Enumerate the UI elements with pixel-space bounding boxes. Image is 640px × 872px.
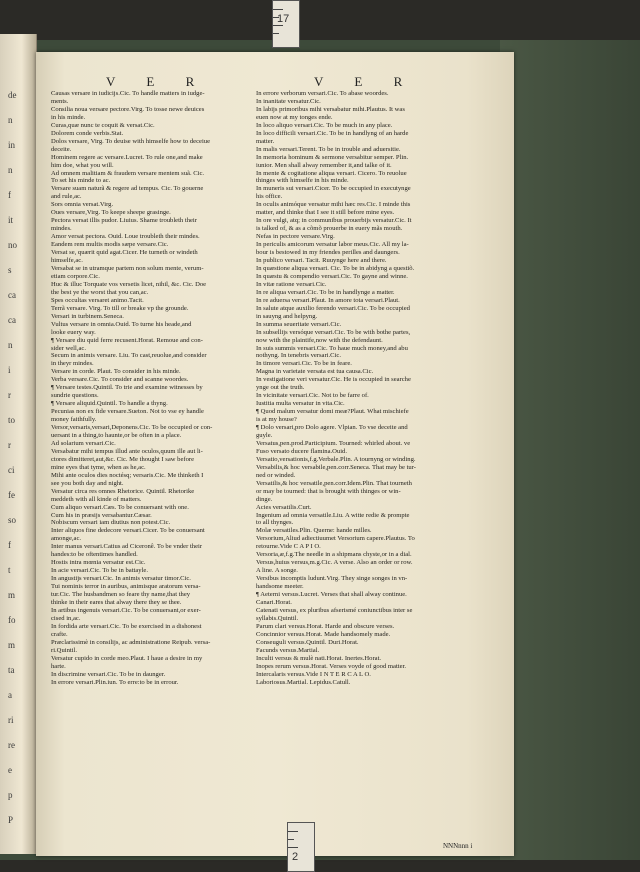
text-line: Cum aliquo versari.Cæs. To be conuersant with one. (51, 503, 189, 511)
text-line: Versat se, quærit quid agat.Cicer. He turneth or windeth (51, 249, 198, 257)
text-line: In muneris sui versari.Cicer. To be occupied in executynge (256, 185, 411, 193)
text-line: tur.Cic. The husbandmen so feare thy name,that they (51, 591, 191, 599)
ruler-bottom-label: 2 (292, 851, 299, 863)
text-line: ¶ Quod malum versatur domi meæ?Plaut. What mischiefe (256, 408, 409, 416)
text-line: Inter manus versari.Catius ad Ciceronê. To be vnder their (51, 543, 203, 551)
text-line: Dolos versare, Virg. To deuise with himselfe how to deceiue (51, 137, 211, 145)
text-line: and rule,ac. (51, 193, 82, 201)
left-page-fragment: i (8, 365, 11, 375)
text-line: Versatur circa res omnes Rhetorice. Quintil. Rhetorike (51, 487, 195, 495)
text-line: In vicinitate versari.Cic. Not to be farre of. (256, 392, 369, 400)
text-line: Oues versare,Virg. To keepe sheepe grasinge. (51, 209, 171, 217)
text-line: Terrã versare. Virg. To till or breake vp the grounde. (51, 304, 189, 312)
text-line: nothyng. In tenebris versari.Cic. (256, 352, 341, 360)
text-line: In vestigatione veri versatur.Cic. He is occupied in searche (256, 376, 411, 384)
text-line: Spes occultas versaret animo.Tacit. (51, 296, 144, 304)
left-page-fragment: f (8, 540, 11, 550)
text-line: Inculti versus & mulè nati.Horat. Inertes.Horat. (256, 654, 382, 662)
text-line: Conseuguli versus.Quintil. Duri.Horat. (256, 638, 359, 646)
text-line: In inanitate versatur.Cic. (256, 97, 321, 105)
text-line: ments. (51, 97, 69, 105)
text-line: dinge. (256, 495, 273, 503)
left-page-edge (0, 34, 37, 854)
text-line: Inopes rerum versus.Horat. Verses voyde of good matter. (256, 662, 407, 670)
text-line: In publico versari. Tacit. Ruuynge here and there. (256, 257, 387, 265)
left-page-fragment: ca (8, 315, 16, 325)
text-line: iunior. Men shall alway remember it,and talke of it. (256, 161, 392, 169)
text-line: In loco difficili versari.Cic. To be in handlyng of an harde (256, 129, 409, 137)
text-line: ¶ Versare aliquid.Quintil. To handle a thyng. (51, 400, 168, 408)
text-line: Tui nominis terror in auribus, animisque aratorum versa- (51, 583, 201, 591)
text-line: crafte. (51, 630, 68, 638)
text-line: Versatilis,& hoc versatile,pen.corr.Idem.Plin. That tourneth (256, 479, 412, 487)
text-line: Versatus,pen.prod.Participium. Tourned: whirled about. ve (256, 439, 411, 447)
text-line: Intercalaris versus.Vide I N T E R C A L O. (256, 670, 371, 678)
cloth-background-right (500, 40, 640, 860)
text-line: Ad omnem malitiam & fraudem versare mentem suã. Cic. (51, 169, 205, 177)
ruler-top-label: 17 (277, 13, 290, 25)
text-line: Versorium,Aliud adiectiuumet Versorium capere.Plautus. To (256, 535, 415, 543)
left-page-fragment: ca (8, 290, 16, 300)
text-line: Versare suam naturã & regere ad tempus. Cic. To gouerne (51, 185, 204, 193)
text-line: In salute atque auxilio ferendo versari.Cic. To be occupied (256, 304, 410, 312)
text-line: To set his minde to ac. (51, 177, 111, 185)
text-line: In vitæ ratione versari.Cic. (256, 280, 327, 288)
book-page (36, 52, 514, 856)
text-line: mine eyes that tyme, when as he,ac. (51, 463, 146, 471)
left-page-fragment: e (8, 765, 12, 775)
left-page-fragment: ri (8, 715, 14, 725)
text-line: in theyr mindes. (51, 360, 94, 368)
text-line: see you both day and night. (51, 479, 124, 487)
text-line: In oculis animóque versatur mihi hæc res.Cic. I minde this (256, 201, 411, 209)
text-line: Versatio,versationis,f.g.Verbale.Plin. A tournyng or winding. (256, 455, 416, 463)
left-page-fragment: s (8, 265, 12, 275)
text-line: Laboriosus.Martial. Lepidus.Catull. (256, 678, 351, 686)
text-line: In periculis amicorum versatur labor meus.Cic. All my la- (256, 241, 409, 249)
text-line: In re aduersa versari.Plaut. In amore tota versari.Plaut. (256, 296, 400, 304)
text-line: Hominem regere ac versare.Lucret. To rule one,and make (51, 153, 203, 161)
text-line: Huc & illuc Torquate vos versetis licet, nihil, &c. Cic. Doe (51, 280, 207, 288)
text-line: In memoria hominum & sermone versabitur semper. Plin. (256, 153, 409, 161)
text-line: Causas versare in iudicijs.Cic. To handle matters in iudge- (51, 90, 205, 97)
left-page-fragment: f (8, 190, 11, 200)
text-line: Ad solarium versari.Cic. (51, 439, 116, 447)
left-page-fragment: so (8, 515, 17, 525)
text-line: is at my house? (256, 416, 297, 424)
text-line: In summa seueritate versari.Cic. (256, 320, 342, 328)
text-line: In errore verborum versari.Cic. To abase woordes. (256, 90, 389, 97)
text-line: Canari.Horat. (256, 599, 292, 606)
text-line: money faithfully. (51, 416, 97, 424)
text-line: harte. (51, 662, 66, 670)
text-line: uersant in a thing,to haunte,or be often in a place. (51, 431, 182, 439)
text-line: In loco aliquo versari.Cic. To be much in any place. (256, 121, 393, 129)
text-line: In fordida arte versari.Cic. To be exercised in a dishonest (51, 622, 202, 630)
text-line: Catenati versus, ex pluribus afserismé coniunctibus inter se (256, 606, 413, 614)
text-line: syllabis.Quintil. (256, 614, 299, 622)
signature-mark: NNNnnn i (443, 842, 473, 850)
text-line: In timore versari.Cic. To be in feare. (256, 360, 352, 368)
left-page-fragment: P (8, 815, 14, 825)
left-page-fragment: r (8, 390, 11, 400)
text-line: looke euery way. (51, 328, 96, 336)
text-line: Vultus versare in omnia.Ouid. To turne his heade,and (51, 320, 192, 328)
scale-ruler-top (272, 0, 300, 48)
right-text-column (256, 90, 470, 686)
text-line: is talked of, & as a cõmõ prouerbe in euery mãs mouth. (256, 225, 403, 233)
text-line: Versabilis,& hoc versabile,pen.corr.Seneca. That may be tur- (256, 463, 416, 471)
text-line: Concinnior versus.Horat. Made handsomely made. (256, 630, 391, 638)
text-line: A line. A songe. (256, 567, 298, 575)
text-line: In malis versari.Terent. To be in trouble and aduersitie. (256, 145, 401, 153)
text-line: Nobiscum versari iam diutius non potest.Cic. (51, 519, 171, 527)
text-line: Versatur cupido in corde meo.Plaut. I haue a desire in my (51, 654, 203, 662)
text-line: Molæ versatiles.Plin. Querne: hande milles. (256, 527, 372, 535)
left-page-fragment: de (8, 90, 17, 100)
text-line: ynge out the truth. (256, 384, 305, 392)
text-line: In angustijs versari.Cic. In animis versatur timor.Cic. (51, 575, 191, 583)
text-line: Versoria,æ,f.g.The needle in a shipmans chyste,or in a dial. (256, 551, 412, 559)
text-line: Acies versatilis.Curt. (256, 503, 312, 511)
text-line: Nefas in pectore versare.Virg. (256, 233, 335, 241)
text-line: Parum clari versus.Horat. Harde and obscure verses. (256, 622, 395, 630)
text-line: In ore vulgi, atq; in communibus prouerbijs versatur.Cic. It (256, 217, 412, 225)
text-line: amonge,ac. (51, 535, 82, 543)
left-page-fragment: fe (8, 490, 15, 500)
text-line: Eandem rem multis modis sæpe versare.Cic. (51, 241, 169, 249)
text-line: or may be tourned: that is brought with thinges or win- (256, 487, 401, 495)
text-line: In suis summis versari.Cic. To haue much money,and abu (256, 344, 408, 352)
text-line: Versari in turbinem.Seneca. (51, 312, 124, 320)
text-line: in sauyng and helpyng. (256, 312, 318, 320)
text-line: ¶ Versare diu quid ferre recusent.Horat. Remoue and con- (51, 336, 203, 344)
left-page-fragment: it (8, 215, 14, 225)
text-line: in his minde. (51, 113, 86, 121)
left-page-fragment: to (8, 415, 16, 425)
text-line: matter. (256, 137, 275, 145)
left-page-fragment: fo (8, 615, 16, 625)
text-line: Versor,versaris,versari,Deponens.Cic. To be occupied or con- (51, 424, 213, 432)
running-head-left: V E R (106, 74, 209, 89)
text-line: Consilia noua versare pectore.Virg. To tosse newe deuices (51, 105, 205, 113)
text-line: In artibus ingenuis versari.Cic. To be conuersant,or exer- (51, 606, 201, 614)
text-line: In acie versari.Cic. To be in battayle. (51, 567, 149, 575)
text-line: Fuso versato ducere flamina.Ouid. (256, 447, 348, 455)
text-line: Pectora versat illis pudor. Liuius. Shame troubleth their (51, 217, 197, 225)
text-line: Verba versare.Cic. To consider and scanne woordes. (51, 376, 189, 384)
left-page-fragment: ci (8, 465, 15, 475)
text-line: Inter aliquos fine dedecore versari.Cicer. To be conuersant (51, 527, 205, 535)
text-line: him doe, what you will. (51, 161, 114, 169)
text-line: In quæstu & compendio versari.Cic. To gayne and winne. (256, 272, 408, 280)
text-line: ri.Quintil. (51, 646, 78, 654)
left-page-fragment: m (8, 590, 16, 600)
text-line: handes:to be oftentimes handled. (51, 551, 138, 559)
text-line: Magna in varietate versata est tua causa.Cic. (256, 368, 374, 376)
text-line: handsome meeter. (256, 583, 304, 591)
text-line: retourne.Vide C A P I O. (256, 543, 321, 551)
text-line: In discrimine versari.Cic. To be in daunger. (51, 670, 166, 678)
text-line: Mihi ante oculos dies noctésq; versaris.Cic. Me thinketh I (51, 471, 204, 479)
left-page-fragment: n (8, 115, 13, 125)
text-line: Amor versat pectora. Ouid. Loue troubleth their mindes. (51, 233, 200, 241)
text-line: Versabat se in utramque partem non solum mente, verum- (51, 264, 204, 272)
text-line: ¶ Aeterni versus.Lucret. Verses that shall alway continue. (256, 591, 407, 599)
text-line: sundrie questions. (51, 392, 99, 400)
text-line: In subsellijs versóque versari.Cic. To be with bothe partes, (256, 328, 411, 336)
text-line: Versibus incomptis ludunt.Virg. They singe songes in vn- (256, 575, 408, 583)
text-line: sider well,ac. (51, 344, 86, 352)
text-line: ned or winded. (256, 471, 296, 479)
left-page-fragment: n (8, 165, 13, 175)
left-page-fragment: r (8, 440, 11, 450)
left-page-fragment: a (8, 690, 12, 700)
text-line: Versabatur mihi tempus illud ante oculos,quum ille aut li- (51, 447, 203, 455)
text-line: Præclarissimè in consilijs, ac administratione Reipub. versa- (51, 638, 211, 646)
text-line: Sors omnia versat.Virg. (51, 201, 114, 209)
text-line: euen now at my tonges ende. (256, 113, 333, 121)
text-line: cised in,ac. (51, 614, 81, 622)
text-line: Curas,quæ nunc te coquit & versat.Cic. (51, 121, 155, 129)
left-text-column (51, 90, 261, 686)
text-line: In mente & cogitatione aliqua versari. Cicero. To reuolue (256, 169, 407, 177)
left-page-fragment: p (8, 790, 13, 800)
text-line: mindes. (51, 225, 72, 233)
left-page-fragment: n (8, 340, 13, 350)
text-line: his office. (256, 193, 283, 201)
text-line: to all thynges. (256, 519, 294, 527)
text-line: In re aliqua versari.Cic. To be in handlynge a matter. (256, 288, 395, 296)
text-line: In errore versari.Plin.iun. To erre:to be in errour. (51, 678, 179, 686)
text-line: ¶ Dolo versari,pro Dolo agere. Vlpian. To vse deceite and (256, 424, 408, 432)
text-line: thinke in their eares that alway there they se thee. (51, 599, 182, 606)
left-page-fragment: m (8, 640, 16, 650)
scale-ruler-bottom (287, 822, 315, 872)
text-line: guyle. (256, 431, 273, 439)
text-line: bour is bestowed in my friendes perilles and daungers. (256, 249, 400, 257)
text-line: Versus,huius versus,m.g.Cic. A verse. Also an order or row. (256, 559, 413, 567)
text-line: In quæstione aliqua versari. Cic. To be in abidyng a questiõ. (256, 264, 415, 272)
text-line: deceite. (51, 145, 72, 153)
text-line: Iustitia multa versatur in vita.Cic. (256, 400, 345, 408)
text-line: etiam corpore.Cic. (51, 272, 100, 280)
left-page-fragment: re (8, 740, 15, 750)
text-line: Versare in corde. Plaut. To consider in his minde. (51, 368, 181, 376)
text-line: ctores dimitteret,aut,&c. Cic. Me thought I saw before (51, 455, 195, 463)
text-line: Hostis intra mœnia versatur est.Cic. (51, 559, 146, 567)
left-page-fragment: in (8, 140, 16, 150)
left-page-fragment: no (8, 240, 17, 250)
text-line: Cum his in præsijs versabantur.Cæsar. (51, 511, 152, 519)
text-line: the best ye the worst that you can,ac. (51, 288, 149, 296)
text-line: meddeth with all kinde of matters. (51, 495, 142, 503)
text-line: thinges with himselfe in his minde. (256, 177, 349, 185)
text-line: Secum in animis versare. Liu. To cast,reuolue,and consider (51, 352, 207, 360)
text-line: ¶ Versare testes.Quintil. To trie and examine witnesses by (51, 384, 203, 392)
text-line: Dolorem conde verbis.Stat. (51, 129, 124, 137)
text-line: now with the plaintife,now with the defendaunt. (256, 336, 383, 344)
text-line: In labijs primoribus mihi versabatur mihi.Plautus. It was (256, 105, 405, 113)
running-head-right: V E R (314, 74, 417, 89)
text-line: Facunds versus.Martial. (256, 646, 320, 654)
left-page-fragment: ta (8, 665, 15, 675)
text-line: himselfe,ac. (51, 257, 83, 265)
text-line: Ingenium ad omnia versatile.Liu. A witte redie & prompte (256, 511, 410, 519)
left-page-fragment: t (8, 565, 11, 575)
text-line: matter, and thinke that I see it still before mine eyes. (256, 209, 395, 217)
text-line: Pecunias non ex fide versare.Sueton. Not to vse ey handle (51, 408, 204, 416)
